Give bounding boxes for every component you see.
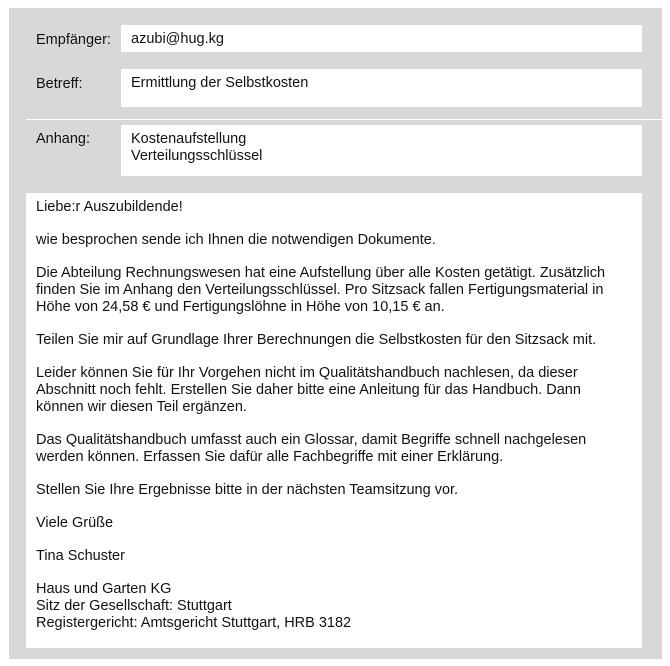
message-paragraph: wie besprochen sende ich Ihnen die notwendigen Dokumente. [36, 232, 436, 248]
email-form [9, 8, 662, 659]
greeting: Liebe:r Auszubildende! [36, 199, 183, 215]
message-paragraph: Teilen Sie mir auf Grundlage Ihrer Berechnungen die Selbstkosten für den Sitzsack mit. [36, 332, 597, 348]
message-paragraph: Stellen Sie Ihre Ergebnisse bitte in der nächsten Teamsitzung vor. [36, 482, 459, 498]
signature-company: Haus und Garten KG [36, 581, 172, 597]
signature-seat: Sitz der Gesellschaft: Stuttgart [36, 598, 232, 614]
closing: Viele Grüße [36, 515, 114, 531]
signature-register: Registergericht: Amtsgericht Stuttgart, HRB 3182 [36, 615, 352, 631]
message-paragraph: Das Qualitätshandbuch umfasst auch ein Glossar, damit Begriffe schnell nachgelesen werden können. Erfassen Sie dafür alle Fachbegriffe mit einer Erklärung. [36, 432, 587, 465]
recipient-value: azubi@hug.kg [131, 31, 224, 47]
recipient-label: Empfänger: [36, 32, 111, 48]
message-paragraph: Leider können Sie für Ihr Vorgehen nicht im Qualitätshandbuch nachlesen, da dieser Abschnitt noch fehlt. Erstellen Sie daher bitte eine Anleitung für das Handbuch. Dann können wir diesen Teil ergänzen. [36, 365, 581, 415]
attachment-item[interactable]: Kostenaufstellung [131, 131, 247, 147]
attachments-label: Anhang: [36, 131, 91, 147]
attachments-field [121, 125, 642, 176]
subject-field[interactable] [121, 69, 642, 107]
signature [36, 581, 632, 632]
message-paragraph: Die Abteilung Rechnungswesen hat eine Aufstellung über alle Kosten getätigt. Zusätzlich finden Sie im Anhang den Verteilungsschlüssel. Pro Sitzsack fallen Fertigungsmaterial in Höhe von 24,58 € und Fertigungslöhne in Höhe von 10,15 € an. [36, 265, 606, 315]
attachment-item[interactable]: Verteilungsschlüssel [131, 148, 263, 164]
subject-label: Betreff: [36, 76, 83, 92]
recipient-field[interactable] [121, 25, 642, 52]
message-body[interactable] [26, 193, 642, 648]
divider [26, 119, 662, 120]
sender-name: Tina Schuster [36, 548, 125, 564]
subject-value: Ermittlung der Selbstkosten [131, 75, 309, 91]
